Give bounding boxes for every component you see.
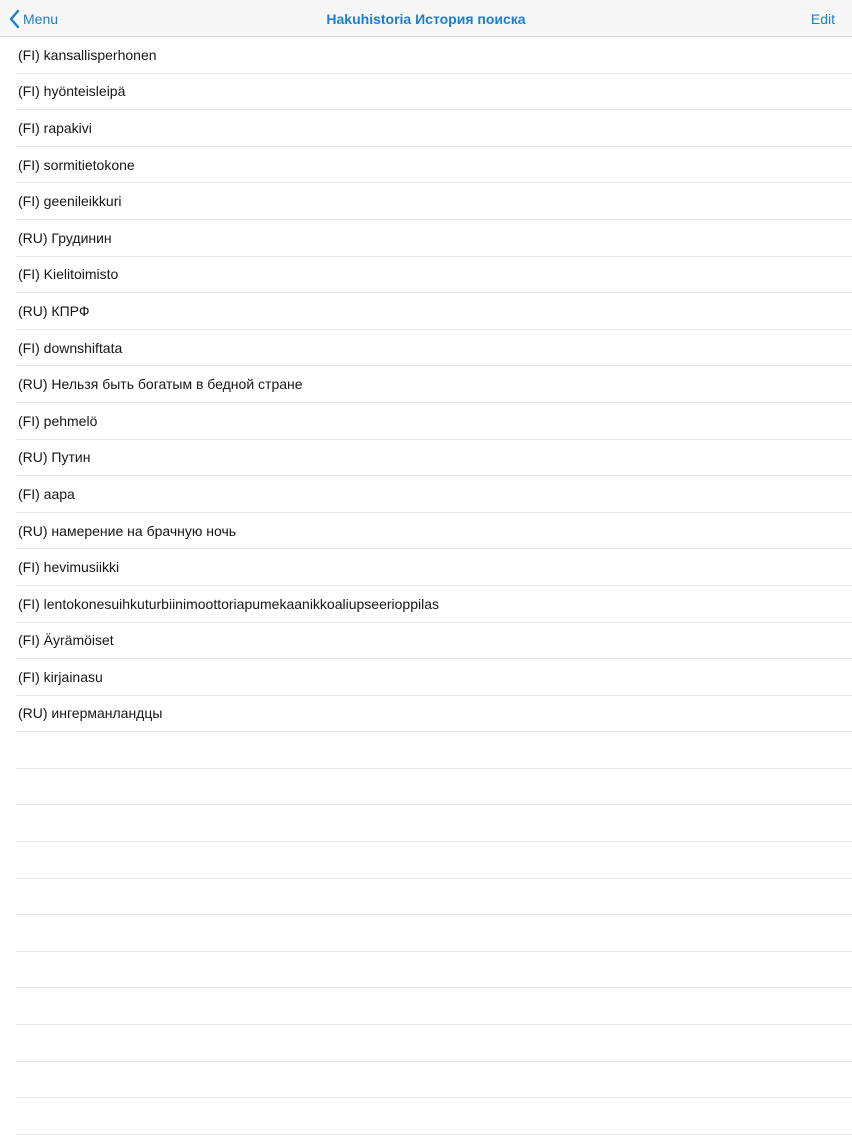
history-item[interactable]: (FI) pehmelö	[16, 403, 852, 440]
history-item[interactable]: (FI) rapakivi	[16, 110, 852, 147]
chevron-left-icon	[8, 9, 20, 29]
empty-row	[16, 732, 852, 769]
menu-back-label: Menu	[23, 10, 59, 27]
empty-row	[16, 769, 852, 806]
history-item[interactable]: (RU) Грудинин	[16, 220, 852, 257]
empty-row	[16, 805, 852, 842]
history-item[interactable]: (FI) downshiftata	[16, 330, 852, 367]
empty-row	[16, 988, 852, 1025]
history-item[interactable]: (FI) sormitietokone	[16, 147, 852, 184]
empty-row	[16, 842, 852, 879]
history-item[interactable]: (FI) kirjainasu	[16, 659, 852, 696]
history-item[interactable]: (FI) aapa	[16, 476, 852, 513]
search-history-list	[0, 37, 852, 1135]
history-item[interactable]: (FI) hyönteisleipä	[16, 74, 852, 111]
empty-row	[16, 952, 852, 989]
history-item[interactable]: (FI) geenileikkuri	[16, 183, 852, 220]
history-item[interactable]: (RU) КПРФ	[16, 293, 852, 330]
history-item[interactable]: (RU) Путин	[16, 440, 852, 477]
empty-row	[16, 1062, 852, 1099]
empty-row	[16, 879, 852, 916]
menu-back-button[interactable]	[8, 0, 58, 37]
empty-row	[16, 1098, 852, 1135]
history-item[interactable]: (RU) Нельзя быть богатым в бедной стране	[16, 366, 852, 403]
history-item[interactable]: (FI) lentokonesuihkuturbiinimoottoriapumekaanikkoaliupseerioppilas	[16, 586, 852, 623]
history-item[interactable]: (FI) kansallisperhonen	[16, 37, 852, 74]
navigation-bar	[0, 0, 852, 37]
history-item[interactable]: (RU) намерение на брачную ночь	[16, 513, 852, 550]
empty-row	[16, 1025, 852, 1062]
history-item[interactable]: (RU) ингерманландцы	[16, 696, 852, 733]
history-item[interactable]: (FI) Kielitoimisto	[16, 257, 852, 294]
history-item[interactable]: (FI) hevimusiikki	[16, 549, 852, 586]
empty-row	[16, 915, 852, 952]
history-item[interactable]: (FI) Äyrämöiset	[16, 623, 852, 660]
edit-button[interactable]: Edit	[810, 10, 835, 27]
page-title: Hakuhistoria История поиска	[326, 10, 526, 27]
